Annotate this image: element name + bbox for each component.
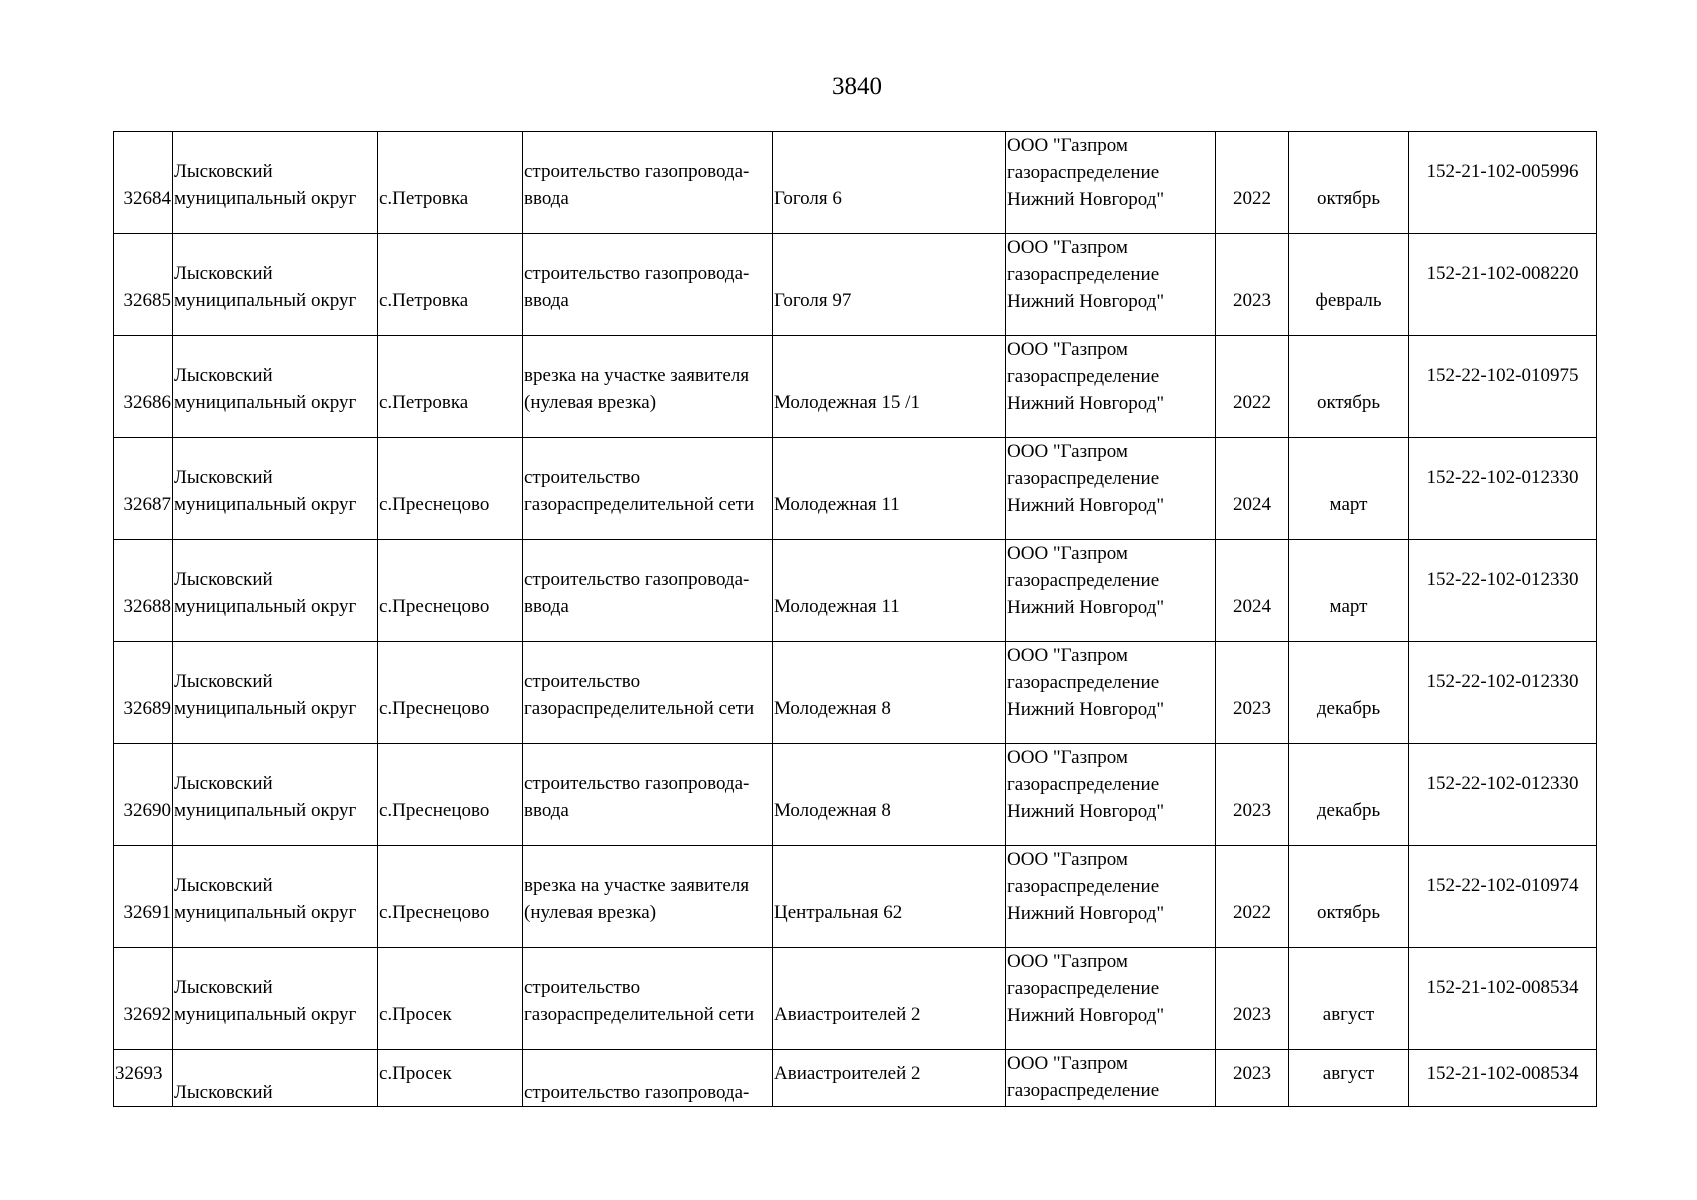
org-line: газораспределение: [1007, 978, 1160, 999]
year-text: 2023: [1233, 290, 1271, 311]
cell-year: [1216, 1050, 1289, 1107]
cell-year: [1216, 744, 1289, 846]
org-line: Нижний Новгород": [1007, 1005, 1165, 1026]
org-line: Нижний Новгород": [1007, 801, 1165, 822]
settlement-text: с.Петровка: [379, 290, 469, 311]
cell-work: [523, 948, 773, 1050]
cell-month: [1289, 642, 1409, 744]
district-line: муниципальный округ: [174, 1004, 357, 1025]
row-id: 32689: [123, 698, 171, 719]
address-text: Гоголя 97: [774, 290, 852, 311]
cell-address: [773, 846, 1006, 948]
cell-settlement: [378, 948, 523, 1050]
cell-year: [1216, 132, 1289, 234]
cell-month: [1289, 846, 1409, 948]
address-text: Авиастроителей 2: [774, 1004, 921, 1025]
org-line: газораспределение: [1007, 1080, 1160, 1101]
work-line: (нулевая врезка): [524, 392, 657, 413]
work-line: строительство: [524, 977, 641, 998]
work-line: строительство газопровода-: [524, 161, 750, 182]
table-row: [114, 132, 1597, 234]
month-text: октябрь: [1316, 902, 1381, 923]
table-row: [114, 948, 1597, 1050]
district-line: Лысковский: [174, 467, 273, 488]
work-line: ввода: [524, 596, 569, 617]
cell-address: [773, 540, 1006, 642]
cell-month: [1289, 234, 1409, 336]
cell-settlement: [378, 234, 523, 336]
table-row: [114, 744, 1597, 846]
cell-address: [773, 642, 1006, 744]
month-text: март: [1329, 596, 1368, 617]
cell-address: [773, 336, 1006, 438]
cell-district: [173, 438, 378, 540]
org-line: газораспределение: [1007, 672, 1160, 693]
address-text: Центральная 62: [774, 902, 903, 923]
work-line: ввода: [524, 188, 569, 209]
cell-month: [1289, 438, 1409, 540]
cell-org: [1006, 234, 1216, 336]
cell-district: [173, 1050, 378, 1107]
code-text: 152-22-102-010974: [1426, 875, 1579, 896]
code-text: 152-21-102-008534: [1426, 1063, 1579, 1084]
settlement-text: с.Петровка: [379, 392, 469, 413]
address-text: Авиастроителей 2: [774, 1063, 921, 1084]
cell-settlement: [378, 540, 523, 642]
cell-year: [1216, 948, 1289, 1050]
cell-year: [1216, 438, 1289, 540]
cell-work: [523, 540, 773, 642]
district-line: Лысковский: [174, 161, 273, 182]
month-text: декабрь: [1316, 698, 1381, 719]
settlement-text: с.Преснецово: [379, 902, 490, 923]
cell-settlement: [378, 1050, 523, 1107]
row-id: 32685: [123, 290, 171, 311]
org-line: ООО "Газпром: [1007, 951, 1128, 972]
cell-org: [1006, 438, 1216, 540]
year-text: 2023: [1233, 800, 1271, 821]
org-line: ООО "Газпром: [1007, 849, 1128, 870]
cell-work: [523, 438, 773, 540]
org-line: ООО "Газпром: [1007, 543, 1128, 564]
district-line: муниципальный округ: [174, 596, 357, 617]
cell-code: [1409, 846, 1597, 948]
org-line: ООО "Газпром: [1007, 135, 1128, 156]
month-text: август: [1322, 1063, 1375, 1084]
org-line: Нижний Новгород": [1007, 495, 1165, 516]
table-row: [114, 642, 1597, 744]
work-line: врезка на участке заявителя: [524, 365, 750, 386]
table-row: [114, 234, 1597, 336]
cell-month: [1289, 1050, 1409, 1107]
work-line: газораспределительной сети: [524, 494, 755, 515]
org-line: ООО "Газпром: [1007, 441, 1128, 462]
work-line: строительство: [524, 671, 641, 692]
year-text: 2024: [1233, 494, 1271, 515]
cell-year: [1216, 540, 1289, 642]
work-line: строительство газопровода-: [524, 1082, 750, 1103]
cell-org: [1006, 540, 1216, 642]
cell-address: [773, 948, 1006, 1050]
year-text: 2023: [1233, 1063, 1271, 1084]
year-text: 2022: [1233, 902, 1271, 923]
address-text: Молодежная 8: [774, 800, 891, 821]
work-line: врезка на участке заявителя: [524, 875, 750, 896]
cell-id: [114, 744, 173, 846]
cell-code: [1409, 234, 1597, 336]
cell-id: [114, 642, 173, 744]
cell-year: [1216, 336, 1289, 438]
settlement-text: с.Петровка: [379, 188, 469, 209]
district-line: муниципальный округ: [174, 800, 357, 821]
month-text: декабрь: [1316, 800, 1381, 821]
cell-address: [773, 744, 1006, 846]
cell-id: [114, 132, 173, 234]
cell-work: [523, 744, 773, 846]
cell-work: [523, 642, 773, 744]
cell-settlement: [378, 438, 523, 540]
cell-year: [1216, 846, 1289, 948]
settlement-text: с.Преснецово: [379, 698, 490, 719]
org-line: Нижний Новгород": [1007, 393, 1165, 414]
cell-district: [173, 540, 378, 642]
cell-id: [114, 438, 173, 540]
year-text: 2023: [1233, 1004, 1271, 1025]
cell-year: [1216, 642, 1289, 744]
cell-address: [773, 234, 1006, 336]
cell-code: [1409, 336, 1597, 438]
address-text: Гоголя 6: [774, 188, 842, 209]
page-number: 3840: [832, 73, 882, 100]
settlement-text: с.Преснецово: [379, 800, 490, 821]
month-text: октябрь: [1316, 392, 1381, 413]
settlement-text: с.Просек: [379, 1004, 452, 1025]
cell-org: [1006, 642, 1216, 744]
district-line: муниципальный округ: [174, 392, 357, 413]
org-line: Нижний Новгород": [1007, 699, 1165, 720]
cell-district: [173, 642, 378, 744]
cell-district: [173, 948, 378, 1050]
cell-settlement: [378, 336, 523, 438]
work-line: (нулевая врезка): [524, 902, 657, 923]
work-line: ввода: [524, 290, 569, 311]
row-id: 32687: [123, 494, 171, 515]
org-line: газораспределение: [1007, 468, 1160, 489]
year-text: 2022: [1233, 392, 1271, 413]
cell-org: [1006, 1050, 1216, 1107]
cell-address: [773, 132, 1006, 234]
code-text: 152-22-102-012330: [1426, 569, 1579, 590]
cell-work: [523, 132, 773, 234]
settlement-text: с.Просек: [379, 1063, 452, 1084]
row-id: 32686: [123, 392, 171, 413]
code-text: 152-22-102-012330: [1426, 773, 1579, 794]
district-line: Лысковский: [174, 569, 273, 590]
org-line: ООО "Газпром: [1007, 645, 1128, 666]
code-text: 152-21-102-005996: [1426, 161, 1579, 182]
cell-id: [114, 948, 173, 1050]
cell-settlement: [378, 744, 523, 846]
year-text: 2024: [1233, 596, 1271, 617]
district-line: Лысковский: [174, 365, 273, 386]
district-line: Лысковский: [174, 263, 273, 284]
cell-org: [1006, 744, 1216, 846]
district-line: Лысковский: [174, 875, 273, 896]
row-id: 32693: [115, 1063, 163, 1084]
month-text: февраль: [1315, 290, 1382, 311]
cell-district: [173, 336, 378, 438]
district-line: муниципальный округ: [174, 290, 357, 311]
cell-code: [1409, 642, 1597, 744]
work-line: строительство газопровода-: [524, 263, 750, 284]
org-line: газораспределение: [1007, 366, 1160, 387]
cell-work: [523, 1050, 773, 1107]
code-text: 152-22-102-012330: [1426, 671, 1579, 692]
cell-org: [1006, 846, 1216, 948]
org-line: Нижний Новгород": [1007, 291, 1165, 312]
org-line: Нижний Новгород": [1007, 189, 1165, 210]
cell-settlement: [378, 846, 523, 948]
cell-org: [1006, 132, 1216, 234]
org-line: газораспределение: [1007, 876, 1160, 897]
cell-work: [523, 336, 773, 438]
cell-settlement: [378, 642, 523, 744]
work-line: строительство: [524, 467, 641, 488]
table-row: [114, 846, 1597, 948]
month-text: март: [1329, 494, 1368, 515]
table-row: [114, 1050, 1597, 1107]
district-line: муниципальный округ: [174, 902, 357, 923]
records-table: [113, 131, 1597, 1107]
year-text: 2023: [1233, 698, 1271, 719]
org-line: газораспределение: [1007, 162, 1160, 183]
cell-district: [173, 744, 378, 846]
address-text: Молодежная 11: [774, 596, 900, 617]
cell-id: [114, 846, 173, 948]
district-line: Лысковский: [174, 1082, 273, 1103]
address-text: Молодежная 11: [774, 494, 900, 515]
cell-work: [523, 846, 773, 948]
cell-id: [114, 234, 173, 336]
cell-district: [173, 234, 378, 336]
cell-org: [1006, 336, 1216, 438]
table-row: [114, 438, 1597, 540]
work-line: газораспределительной сети: [524, 1004, 755, 1025]
month-text: август: [1322, 1004, 1375, 1025]
address-text: Молодежная 15 /1: [774, 392, 920, 413]
org-line: Нижний Новгород": [1007, 903, 1165, 924]
org-line: ООО "Газпром: [1007, 747, 1128, 768]
cell-code: [1409, 438, 1597, 540]
cell-code: [1409, 132, 1597, 234]
code-text: 152-21-102-008220: [1426, 263, 1579, 284]
cell-month: [1289, 540, 1409, 642]
cell-district: [173, 846, 378, 948]
code-text: 152-21-102-008534: [1426, 977, 1579, 998]
cell-month: [1289, 948, 1409, 1050]
code-text: 152-22-102-010975: [1426, 365, 1579, 386]
work-line: строительство газопровода-: [524, 773, 750, 794]
cell-code: [1409, 1050, 1597, 1107]
org-line: ООО "Газпром: [1007, 339, 1128, 360]
work-line: ввода: [524, 800, 569, 821]
org-line: газораспределение: [1007, 570, 1160, 591]
cell-code: [1409, 540, 1597, 642]
code-text: 152-22-102-012330: [1426, 467, 1579, 488]
table-row: [114, 540, 1597, 642]
district-line: муниципальный округ: [174, 698, 357, 719]
cell-address: [773, 1050, 1006, 1107]
row-id: 32691: [123, 902, 171, 923]
table-row: [114, 336, 1597, 438]
year-text: 2022: [1233, 188, 1271, 209]
cell-code: [1409, 744, 1597, 846]
row-id: 32688: [123, 596, 171, 617]
cell-year: [1216, 234, 1289, 336]
cell-id: [114, 336, 173, 438]
district-line: Лысковский: [174, 671, 273, 692]
cell-district: [173, 132, 378, 234]
cell-month: [1289, 744, 1409, 846]
cell-settlement: [378, 132, 523, 234]
cell-code: [1409, 948, 1597, 1050]
work-line: газораспределительной сети: [524, 698, 755, 719]
cell-work: [523, 234, 773, 336]
org-line: ООО "Газпром: [1007, 237, 1128, 258]
org-line: газораспределение: [1007, 774, 1160, 795]
cell-address: [773, 438, 1006, 540]
cell-month: [1289, 132, 1409, 234]
month-text: октябрь: [1316, 188, 1381, 209]
cell-id: [114, 1050, 173, 1107]
settlement-text: с.Преснецово: [379, 494, 490, 515]
org-line: газораспределение: [1007, 264, 1160, 285]
cell-month: [1289, 336, 1409, 438]
table-body: [114, 132, 1597, 1107]
district-line: Лысковский: [174, 977, 273, 998]
settlement-text: с.Преснецово: [379, 596, 490, 617]
work-line: строительство газопровода-: [524, 569, 750, 590]
cell-id: [114, 540, 173, 642]
row-id: 32690: [123, 800, 171, 821]
district-line: Лысковский: [174, 773, 273, 794]
org-line: ООО "Газпром: [1007, 1053, 1128, 1074]
row-id: 32684: [123, 188, 171, 209]
district-line: муниципальный округ: [174, 494, 357, 515]
cell-org: [1006, 948, 1216, 1050]
org-line: Нижний Новгород": [1007, 597, 1165, 618]
row-id: 32692: [123, 1004, 171, 1025]
address-text: Молодежная 8: [774, 698, 891, 719]
district-line: муниципальный округ: [174, 188, 357, 209]
